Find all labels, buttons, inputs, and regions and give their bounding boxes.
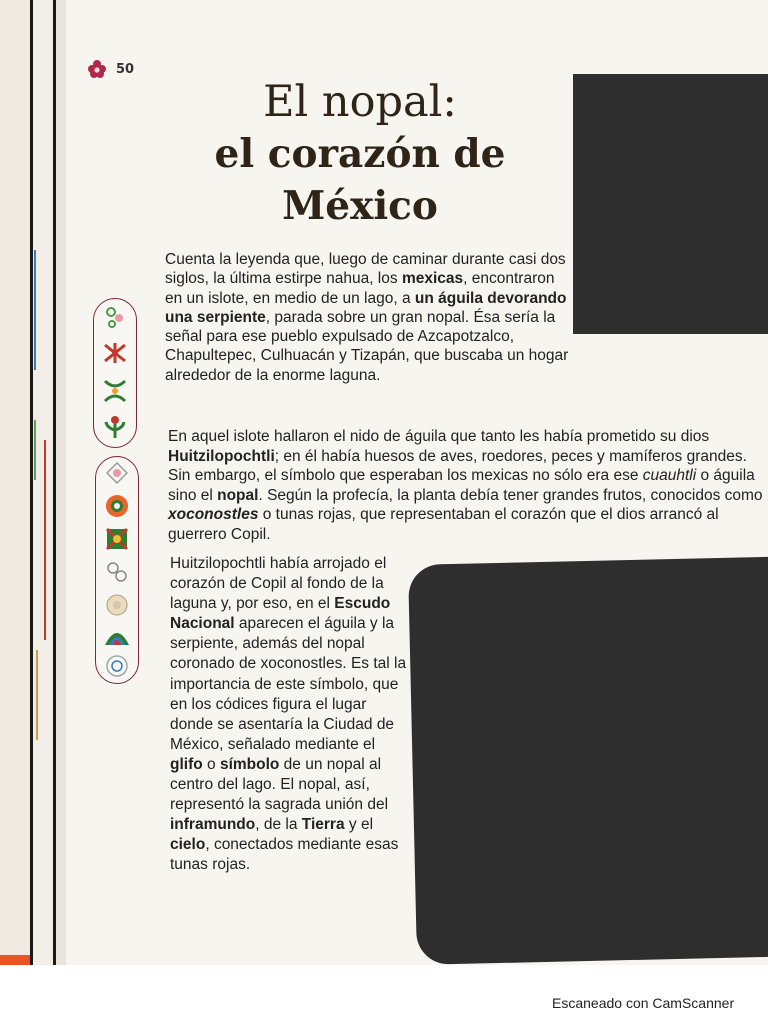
text-run: . Según la profecía, la planta debía tener grandes frutos, conocidos como xyxy=(258,486,763,504)
rings-glyph-icon xyxy=(104,559,130,585)
text-run: inframundo xyxy=(170,816,256,834)
codex-glyph-column-top xyxy=(93,298,137,448)
spiral-glyph-icon xyxy=(102,304,128,330)
text-run: un águila devorando una serpiente xyxy=(165,289,567,326)
shield-glyph-icon xyxy=(104,526,130,552)
text-run: Cuenta la leyenda que, luego de caminar durante casi dos siglos, la última estirpe nahua, los xyxy=(165,251,566,288)
green-plant-glyph-icon xyxy=(102,414,128,442)
text-run: Huitzilopochtli había arrojado el corazón de Copil al fondo de la laguna y, por eso, en el xyxy=(170,555,387,613)
page-edge xyxy=(56,0,66,965)
sun-disc-glyph-icon xyxy=(104,653,130,679)
text-run: cielo xyxy=(170,836,206,854)
text-run: Tierra xyxy=(301,816,345,834)
text-run: ; en él había huesos de aves, roedores, peces y mamíferos grandes. Sin embargo, el símbolo que esperaban los mexicas no sólo era ese xyxy=(168,447,747,484)
title-line-1: El nopal: xyxy=(263,77,457,127)
text-run: o xyxy=(202,755,220,773)
text-run: glifo xyxy=(170,755,203,773)
text-run: , parada sobre un gran nopal. Ésa sería la señal para ese pueblo expulsado de Azcapotzalco, Chapultepec, Culhuacán y Tizapán, que buscaba un hogar alrededor de la enorme laguna. xyxy=(165,308,569,384)
title-line-3: México xyxy=(282,183,438,229)
text-run: Huitzilopochtli xyxy=(168,447,275,465)
text-run: nopal xyxy=(217,486,259,504)
text-run: aparecen el águila y la serpiente, además del nopal coronado de xoconostles. Es tal la importancia de este símbolo, que en los códices figura el lugar donde se asentaría la Ciudad de México, señalado mediante el xyxy=(170,615,407,753)
text-run: o tunas rojas, que representaban el corazón que el dios arrancó al guerrero Copil. xyxy=(168,506,719,543)
page-number: 50 xyxy=(116,61,135,77)
page-edge-stripe xyxy=(34,250,36,370)
text-run: , encontraron en un islote, en medio de un lago, a xyxy=(165,270,555,307)
flower-icon xyxy=(86,58,108,80)
photo-bottom-right xyxy=(408,557,768,965)
codex-glyph-column-bottom xyxy=(95,456,139,684)
scanner-watermark: Escaneado con CamScanner xyxy=(552,995,735,1011)
page-title xyxy=(160,76,560,232)
text-run: símbolo xyxy=(219,755,280,773)
page-edge-stripe xyxy=(34,420,36,480)
green-serpent-glyph-icon xyxy=(101,377,129,405)
beige-face-glyph-icon xyxy=(104,592,130,618)
title-line-2: el corazón de xyxy=(214,131,506,177)
page-edge xyxy=(0,0,30,965)
page-edge-stripe xyxy=(44,440,46,640)
text-run: En aquel islote hallaron el nido de águila que tanto les había prometido su dios xyxy=(168,428,710,445)
text-run: de un nopal al centro del lago. El nopal, así, representó la sagrada unión del xyxy=(170,755,389,814)
text-run: o águila sino el xyxy=(168,467,755,504)
text-run: , de la xyxy=(255,816,302,834)
paragraph-islote xyxy=(168,427,768,544)
paragraph-escudo xyxy=(170,554,410,876)
page-header xyxy=(86,58,134,80)
orange-disc-glyph-icon xyxy=(104,493,130,519)
text-run: mexicas xyxy=(401,270,464,288)
page-edge-stripe xyxy=(36,650,38,740)
feather-glyph-icon xyxy=(104,460,130,486)
text-run: y el xyxy=(344,816,374,834)
fan-glyph-icon xyxy=(103,625,131,647)
page-edge xyxy=(33,0,53,965)
paragraph-legend xyxy=(165,250,575,385)
red-warrior-glyph-icon xyxy=(101,339,129,367)
text-run: , conectados mediante esas tunas rojas. xyxy=(170,836,399,874)
text-run: cuauhtli xyxy=(642,467,697,484)
page-edge-stripe xyxy=(0,955,30,965)
text-run: Escudo Nacional xyxy=(170,595,391,633)
text-run: xoconostles xyxy=(168,506,259,523)
photo-top-right xyxy=(573,74,768,334)
